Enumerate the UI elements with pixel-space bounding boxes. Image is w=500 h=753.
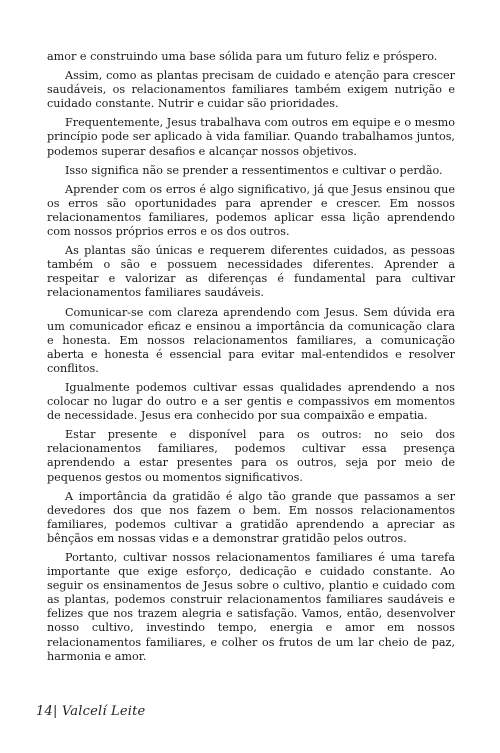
- paragraph-6: As plantas são únicas e requerem diferentes cuidados, as pessoas também o são e possuem necessidades diferentes. Aprender a respeitar e valorizar as diferenças é fundamental para cultivar relacionamentos familiares saudáveis.: [47, 244, 455, 300]
- page-footer: [36, 704, 145, 719]
- paragraph-11: Portanto, cultivar nossos relacionamentos familiares é uma tarefa importante que exige esforço, dedicação e cuidado constante. Ao seguir os ensinamentos de Jesus sobre o cultivo, plantio e cuidado com as plantas, podemos construir relacionamentos familiares saudáveis e felizes que nos trazem alegria e satisfação. Vamos, então, desenvolver nosso cultivo, investindo tempo, energia e amor em nossos relacionamentos familiares, e colher os frutos de um lar cheio de paz, harmonia e amor.: [47, 551, 455, 663]
- paragraph-3: Frequentemente, Jesus trabalhava com outros em equipe e o mesmo princípio pode ser aplicado à vida familiar. Quando trabalhamos juntos, podemos superar desafios e alcançar nossos objetivos.: [47, 116, 455, 158]
- author-name: Valcelí Leite: [61, 704, 146, 719]
- paragraph-7: Comunicar-se com clareza aprendendo com Jesus. Sem dúvida era um comunicador eficaz e ensinou a importância da comunicação clara e honesta. Em nossos relacionamentos familiares, a comunicação aberta e honesta é essencial para evitar mal-entendidos e resolver conflitos.: [47, 305, 455, 375]
- paragraph-1: amor e construindo uma base sólida para um futuro feliz e próspero.: [47, 50, 438, 63]
- paragraph-4: Isso significa não se prender a ressentimentos e cultivar o perdão.: [65, 163, 443, 177]
- paragraph-10: A importância da gratidão é algo tão grande que passamos a ser devedores dos que nos fazem o bem. Em nossos relacionamentos familiares, podemos cultivar a gratidão aprendendo a apreciar as bênçãos em nossas vidas e a demonstrar gratidão pelos outros.: [47, 489, 455, 545]
- paragraph-9: Estar presente e disponível para os outros: no seio dos relacionamentos familiares, podemos cultivar essa presença aprendendo a estar presentes para os outros, seja por meio de pequenos gestos ou momentos significativos.: [47, 428, 455, 484]
- paragraph-5: Aprender com os erros é algo significativo, já que Jesus ensinou que os erros são oportunidades para aprender e crescer. Em nossos relacionamentos familiares, podemos aplicar essa lição aprendendo com nossos próprios erros e os dos outros.: [47, 182, 455, 239]
- paragraph-2: Assim, como as plantas precisam de cuidado e atenção para crescer saudáveis, os relacionamentos familiares também exigem nutrição e cuidado constante. Nutrir e cuidar são prioridades.: [47, 69, 455, 111]
- footer-separator: |: [52, 704, 58, 719]
- paragraph-8: Igualmente podemos cultivar essas qualidades aprendendo a nos colocar no lugar do outro e a ser gentis e compassivos em momentos de necessidade. Jesus era conhecido por sua compaixão e empatia.: [47, 380, 455, 423]
- page-number: 14: [36, 704, 53, 719]
- body-text: [47, 50, 455, 669]
